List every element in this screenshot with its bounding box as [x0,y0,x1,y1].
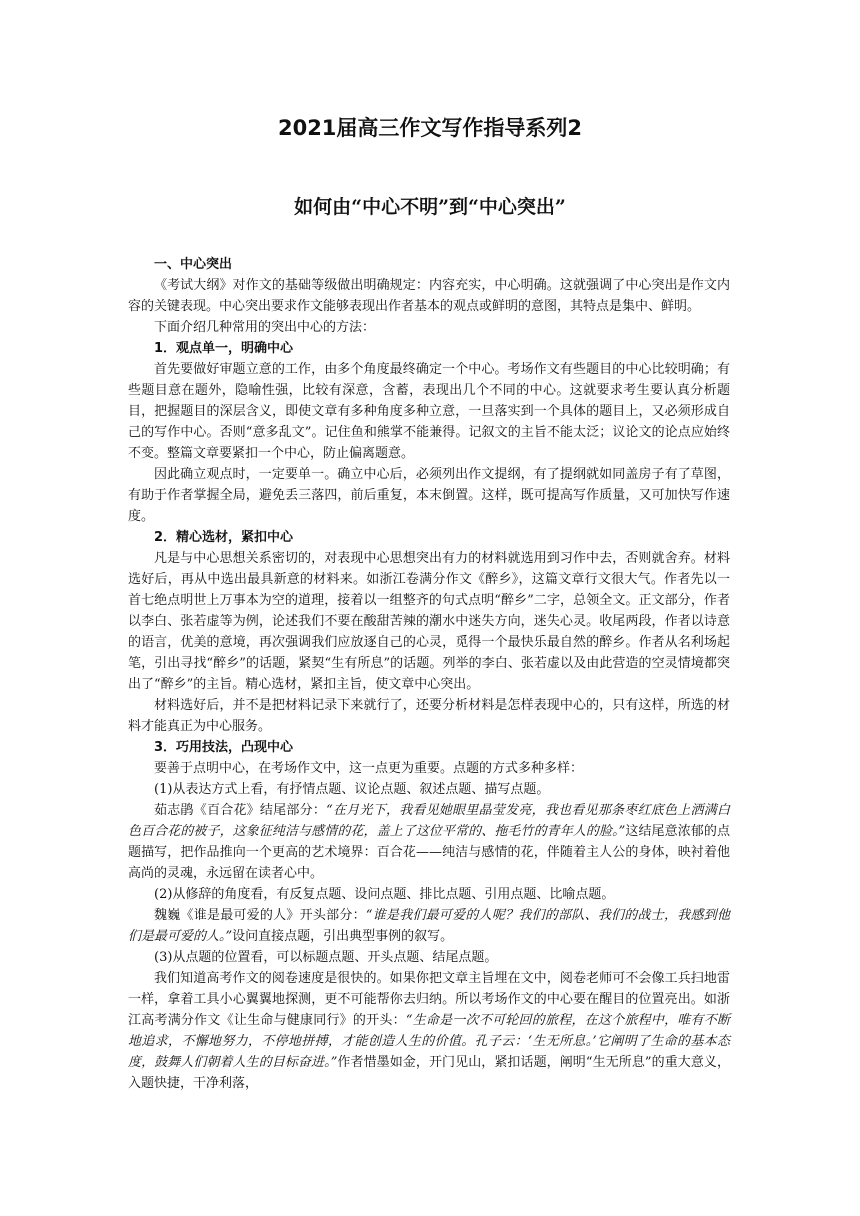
quotation: “在月光下，我看见她眼里晶莹发亮，我也看见那条枣红底色上洒满白色百合花的被子，这象征纯洁与感情的花，盖上了这位平常的、拖毛竹的青年人的脸。” [128,803,730,839]
paragraph: 下面介绍几种常用的突出中心的方法： [154,320,376,335]
paragraph-rest: 这结尾意浓郁的点题描写，把作品推向一个更高的艺术境界：百合花——纯洁与感情的花，伴随着主人公的身体，映衬着他高尚的灵魂，永远留在读者心中。 [128,824,730,881]
paragraph: 要善于点明中心，在考场作文中，这一点更为重要。点题的方式多种多样： [154,761,584,776]
paragraph: (2)从修辞的角度看，有反复点题、设问点题、排比点题、引用点题、比喻点题。 [154,887,615,902]
quotation: “生命是一次不可轮回的旅程，在这个旅程中，唯有不断地追求，不懈地努力，不停地拼搏，才能创造人生的价值。孔子云：‘生无所息。’它阐明了生命的基本态度，鼓舞人们朝着人生的目标奋进。” [128,1013,730,1070]
document-body [128,254,730,1094]
paragraph: 首先要做好审题立意的工作，由多个角度最终确定一个中心。考场作文有些题目的中心比较明确；有些题目意在题外，隐喻性强，比较有深意，含蓄，表现出几个不同的中心。这就要求考生要认真分析题目，把握题目的深层含义，即使文章有多种角度多种立意，一旦落实到一个具体的题目上，又必须形成自己的写作中心。否则“意多乱文”。记住鱼和熊掌不能兼得。记叙文的主旨不能太泛；议论文的论点应始终不变。整篇文章要紧扣一个中心，防止偏离题意。 [128,362,730,461]
method-heading-3: 3．巧用技法，凸现中心 [154,740,294,755]
paragraph-rest: 设问直接点题，引出典型事例的叙写。 [232,929,454,944]
paragraph-lead: 茹志鹃《百合花》结尾部分： [154,803,327,818]
quotation: “谁是我们最可爱的人呢？我们的部队、我们的战士，我感到他们是最可爱的人。” [128,908,730,944]
paragraph: (3)从点题的位置看，可以标题点题、开头点题、结尾点题。 [154,950,498,965]
document-subtitle: 如何由“中心不明”到“中心突出” [294,196,566,218]
paragraph [128,800,730,884]
paragraph: 《考试大纲》对作文的基础等级做出明确规定：内容充实，中心明确。这就强调了中心突出是作文内容的关键表现。中心突出要求作文能够表现出作者基本的观点或鲜明的意图，其特点是集中、鲜明。 [128,278,730,314]
paragraph-lead: 我们知道高考作文的阅卷速度是很快的。如果你把文章主旨埋在文中，阅卷老师可不会像工兵扫地雷一样，拿着工具小心翼翼地探测，更不可能帮你去归纳。所以考场作文的中心要在醒目的位置亮出。如浙江高考满分作文《让生命与健康同行》的开头： [128,971,730,1028]
paragraph: 凡是与中心思想关系密切的，对表现中心思想突出有力的材料就选用到习作中去，否则就舍弃。材料选好后，再从中选出最具新意的材料来。如浙江卷满分作文《醉乡》，这篇文章行文很大气。作者先以一首七绝点明世上万事本为空的道理，接着以一组整齐的句式点明“醉乡”二字，总领全文。正文部分，作者以李白、张若虚等为例，论述我们不要在酸甜苦辣的潮水中迷失方向，迷失心灵。收尾两段，作者以诗意的语言，优美的意境，再次强调我们应放逐自己的心灵，觅得一个最快乐最自然的醉乡。作者从名利场起笔，引出寻找“醉乡”的话题，紧契“生有所息”的话题。列举的李白、张若虚以及由此营造的空灵情境都突出了“醉乡”的主旨。精心选材，紧扣主旨，使文章中心突出。 [128,551,730,692]
method-heading-2: 2．精心选材，紧扣中心 [154,530,294,545]
document-title: 2021届高三作文写作指导系列2 [277,116,583,140]
method-heading-1: 1．观点单一，明确中心 [154,341,294,356]
paragraph-rest: 作者惜墨如金，开门见山，紧扣话题，阐明“生无所息”的重大意义，入题快捷，干净利落， [128,1055,730,1091]
paragraph [128,968,730,1094]
paragraph: 因此确立观点时，一定要单一。确立中心后，必须列出作文提纲，有了提纲就如同盖房子有了草图，有助于作者掌握全局，避免丢三落四，前后重复，本末倒置。这样，既可提高写作质量，又可加快写作速度。 [128,467,730,524]
paragraph [128,905,730,947]
paragraph-lead: 魏巍《谁是最可爱的人》开头部分： [154,908,366,923]
paragraph: 材料选好后，并不是把材料记录下来就行了，还要分析材料是怎样表现中心的，只有这样，所选的材料才能真正为中心服务。 [128,698,730,734]
section-heading: 一、中心突出 [154,257,233,272]
paragraph: (1)从表达方式上看，有抒情点题、议论点题、叙述点题、描写点题。 [154,782,550,797]
